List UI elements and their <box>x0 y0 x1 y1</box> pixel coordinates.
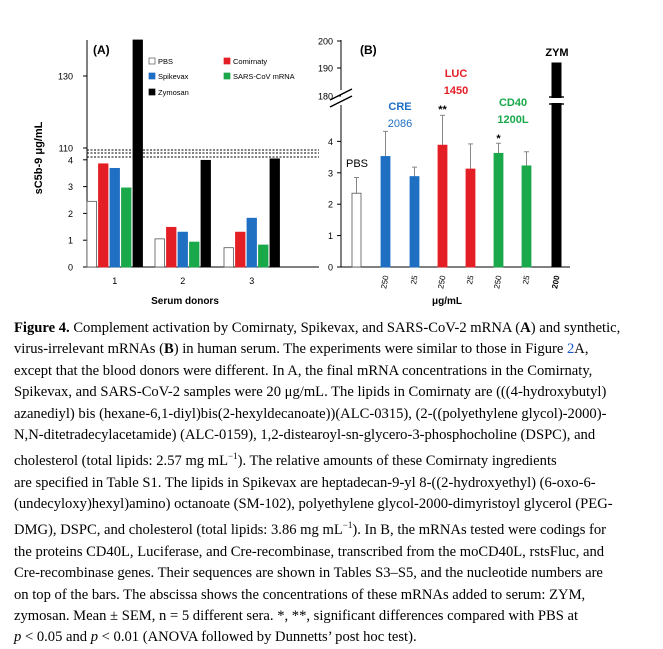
bar-luc <box>466 169 475 267</box>
caption-line: azanediyl) bis (hexane-6,1-diyl)bis(2-hexyldecanoate))(ALC-0315), (2-((polyethylene glycol)-2000)- <box>14 405 607 422</box>
caption-line: Spikevax, and SARS-CoV-2 samples were 20 μg/mL. The lipids in Comirnaty are (((4-hydroxybutyl) <box>14 384 607 401</box>
legend-label: Comirnaty <box>233 57 268 66</box>
figure-label: Figure 4. <box>14 320 70 336</box>
caption-line: (undecyloxy)hexyl)amino) octanoate (SM-102), polyethylene glycol-2000-dimyristoyl glycerol (PEG- <box>14 496 613 513</box>
legend-label: Spikevax <box>158 72 189 81</box>
bar-pbs <box>155 239 165 267</box>
bar-spikevax <box>247 218 257 267</box>
bar-sars-cov-mrna <box>259 245 269 267</box>
x-tick-label: 25 <box>409 274 420 286</box>
bar-sars-cov-mrna <box>122 188 132 267</box>
x-tick-label: 250 <box>379 274 391 290</box>
caption-text <box>14 318 650 649</box>
y-tick-label: 190 <box>317 63 333 74</box>
bar-cre <box>381 156 390 267</box>
nucleotide-label: 1200L <box>497 114 529 126</box>
bar-cd40 <box>494 153 503 267</box>
y-tick-label: 0 <box>67 262 73 273</box>
bar-zym <box>552 63 561 267</box>
figure-4 <box>0 0 663 315</box>
caption-line: Cre-recombinase genes. Their sequences are shown in Tables S3–S5, and the nucleotide numbers are <box>14 565 603 582</box>
legend-swatch <box>149 58 155 64</box>
y-tick-label: 1 <box>67 235 73 246</box>
y-tick-label: 2 <box>67 208 73 219</box>
legend-label: Zymosan <box>158 88 189 97</box>
legend-swatch <box>224 58 230 64</box>
y-tick-label: 4 <box>67 155 73 166</box>
chart-panel-a <box>33 40 319 307</box>
x-tick-label: 250 <box>492 274 504 290</box>
caption-line: cholesterol (total lipids: 2.57 mg $mL^{-1}$). The relative amounts of these Comirnaty ingredients <box>14 451 557 470</box>
y-tick-label: 110 <box>58 143 73 154</box>
caption-line: Complement activation by Comirnaty, Spikevax, and SARS-CoV-2 mRNA (A) and synthetic, <box>69 320 621 336</box>
x-tick-label: 2 <box>180 276 186 286</box>
x-axis-label: μg/mL <box>431 296 463 307</box>
bar-pbs <box>87 201 97 267</box>
bar-comirnaty <box>236 232 246 267</box>
bar-comirnaty <box>167 227 177 267</box>
x-tick-label: 200 <box>550 274 562 290</box>
caption-line: on top of the bars. The abscissa shows the concentrations of these mRNAs added to serum: ZYM, <box>14 586 586 603</box>
bar-spikevax <box>178 232 188 267</box>
nucleotide-label: 1450 <box>443 85 469 97</box>
caption-line: DMG), DSPC, and cholesterol (total lipids: 3.86 mg $mL^{-1}$). In B, the mRNAs tested were codings for <box>14 520 607 539</box>
group-label-luc: LUC <box>444 68 468 80</box>
y-tick-label: 0 <box>327 262 333 273</box>
y-tick-label: 200 <box>317 36 333 47</box>
significance-marker: ** <box>438 104 447 116</box>
legend-swatch <box>149 73 155 79</box>
x-tick-label: 250 <box>436 274 448 290</box>
x-tick-label: 25 <box>521 274 532 286</box>
bar-cd40 <box>522 166 531 267</box>
y-tick-label: 180 <box>317 91 333 102</box>
bar-break-gap <box>549 98 564 103</box>
figure-caption <box>14 318 650 649</box>
x-tick-label: 1 <box>112 276 118 286</box>
bar-comirnaty <box>99 164 109 267</box>
y-tick-label: 3 <box>327 168 333 179</box>
bar-cre <box>410 177 419 267</box>
caption-line: the proteins CD40L, Luciferase, and Cre-recombinase, transcribed from the moCD40L, rstsFluc, and <box>14 543 605 560</box>
y-tick-label: 130 <box>57 71 73 82</box>
panel-label: (B) <box>360 43 377 57</box>
group-label-zym: ZYM <box>545 47 569 59</box>
x-axis-label: Serum donors <box>151 296 219 307</box>
y-tick-label: 2 <box>327 199 333 210</box>
bar-sars-cov-mrna <box>190 242 200 267</box>
bar-zymosan <box>133 40 143 267</box>
bar-zymosan <box>270 159 280 267</box>
x-tick-label: 25 <box>465 274 476 286</box>
group-label-cre: CRE <box>388 101 412 113</box>
bar-pbs <box>224 248 234 267</box>
bar-spikevax <box>110 168 120 267</box>
caption-line: are specified in Table S1. The lipids in Spikevax are heptadecan-9-yl 8-((2-hydroxyethyl) (6-oxo-6- <box>14 474 596 491</box>
group-label-cd40: CD40 <box>498 97 528 109</box>
y-tick-label: 3 <box>67 182 73 193</box>
caption-line: virus-irrelevant mRNAs (B) in human serum. The experiments were similar to those in Figure 2A, <box>14 341 589 358</box>
caption-line: N,N-ditetradecylacetamide) (ALC-0159), 1,2-distearoyl-sn-glycero-3-phosphocholine (DSPC), and <box>14 427 596 444</box>
y-tick-label: 1 <box>327 231 333 242</box>
bar-luc <box>438 145 447 267</box>
caption-line: except that the blood donors were different. In A, the final mRNA concentrations in the Comirnaty, <box>14 362 593 379</box>
group-label-pbs: PBS <box>345 158 369 170</box>
legend-label: SARS-CoV mRNA <box>233 72 295 81</box>
chart-panel-b <box>318 37 570 308</box>
legend-label: PBS <box>158 57 174 66</box>
y-axis-label: sC5b-9 μg/mL <box>33 121 45 195</box>
bar-zymosan <box>201 160 211 267</box>
x-tick-label: 3 <box>249 276 255 286</box>
y-tick-label: 4 <box>327 136 333 147</box>
nucleotide-label: 2086 <box>387 118 413 130</box>
caption-line: p < 0.05 and p < 0.01 (ANOVA followed by Dunnetts’ post hoc test). <box>14 629 417 646</box>
bar-pbs <box>352 193 361 267</box>
panel-label: (A) <box>93 43 110 57</box>
significance-marker: * <box>496 133 501 145</box>
caption-line: zymosan. Mean ± SEM, n = 5 different sera. *, **, significant differences compared with PBS at <box>14 608 579 624</box>
legend-swatch <box>149 89 155 95</box>
legend-swatch <box>224 73 230 79</box>
